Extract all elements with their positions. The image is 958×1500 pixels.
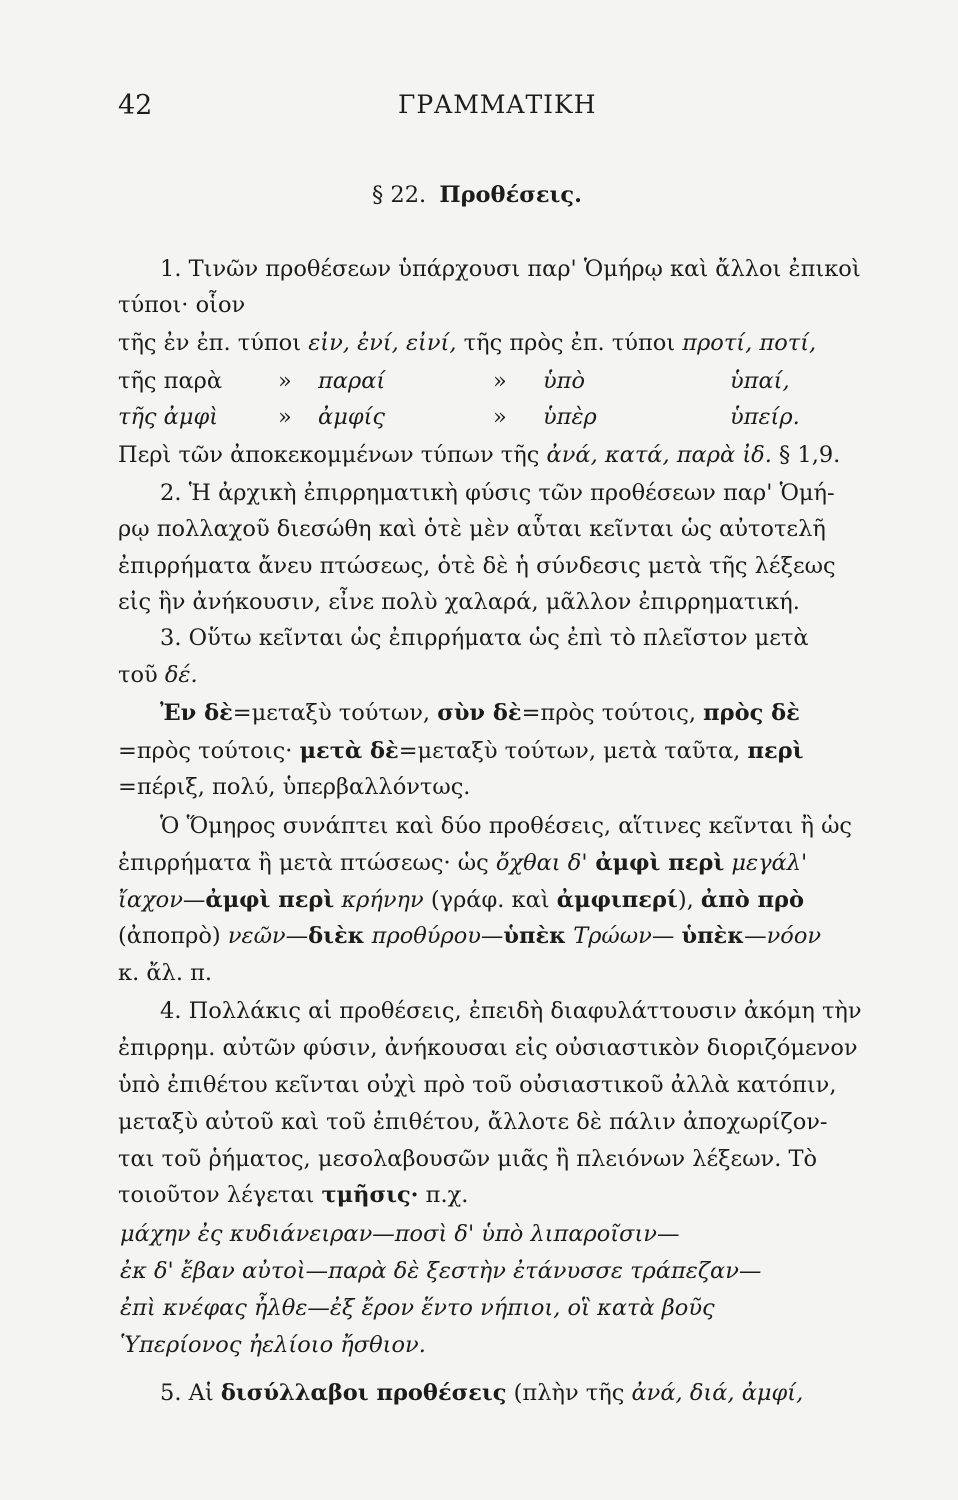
text-run: ὄχθαι δ' [495,850,588,876]
example-line-3: ἐπὶ κνέφας ἦλθε—ἐξ ἔρον ἕντο νήπιοι, οἳ κατὰ βοῦς [120,1295,715,1321]
p2-line-3: ἐπιρρήματα ἄνευ πτώσεως, ὁτὲ δὲ ἡ σύνδεσις μετὰ τῆς λέξεως [118,553,836,579]
text-run: ὑπὲκ [681,923,745,949]
section-number: § 22. [372,182,427,208]
text-run: =μεταξὺ τούτων, μετὰ ταῦτα, [398,738,748,764]
text-run: — [182,887,206,913]
p3-line-10: κ. ἄλ. π. [118,960,213,986]
page-header [118,90,878,130]
example-line-4: Ὑπερίονος ἠελίοιο ἤσθιον. [120,1332,426,1358]
text-run: — [480,923,504,949]
text-run: ἀμφιπερί [556,887,678,913]
text-run: νόον [766,923,822,949]
text-run: σὺν δὲ [437,700,522,726]
text-run: Τρώων [566,923,652,949]
text-run: (ἀποπρὸ) [118,923,228,949]
text-run: νεῶν [227,923,286,949]
text-run: — [285,923,309,949]
text-run: ἴαχον [118,887,183,913]
section-title: Προθέσεις. [439,182,582,208]
p3-line-9 [118,925,898,948]
example-line-1: μάχην ἐς κυδιάνειραν—ποσὶ δ' ὑπὸ λιπαροῖσιν— [120,1221,680,1247]
p4-line-3: ὑπὸ ἐπιθέτου κεῖνται οὐχὶ πρὸ τοῦ οὐσιαστικοῦ ἀλλὰ κατόπιν, [118,1072,837,1098]
forms-row-1: τῆς ἐν ἐπ. τύποι εἰν, ἐνί, εἰνί, τῆς πρὸς ἐπ. τύποι προτί, ποτί, [118,330,817,356]
text-run: μετὰ δὲ [299,738,399,764]
p3-line-6: Ὁ Ὅμηρος συνάπτει καὶ δύο προθέσεις, αἵτινες κεῖνται ἢ ὡς [160,813,853,839]
text-run: κρήνην [334,887,424,913]
text-run: Ἐν δὲ [160,700,233,726]
text-run: =πρὸς τούτοις· [118,738,300,764]
example-line-2: ἐκ δ' ἔβαν αὐτοὶ—παρὰ δὲ ξεστὴν ἐτάνυσσε τράπεζαν— [120,1258,762,1284]
p4-line-1: 4. Πολλάκις αἱ προθέσεις, ἐπειδὴ διαφυλάττουσιν ἀκόμη τὴν [160,998,862,1024]
p2-line-4: εἰς ἣν ἀνήκουσιν, εἶνε πολὺ χαλαρά, μᾶλλον ἐπιρρηματική. [118,589,800,615]
forms-row-3: τῆς ἀμφὶ » ἀμφίς » ὑπὲρ ὑπείρ. [118,404,800,430]
text-run: ἀπὸ πρὸ [700,887,804,913]
text-run: — [651,923,682,949]
p4-line-4: μεταξὺ αὐτοῦ καὶ τοῦ ἐπιθέτου, ἄλλοτε δὲ πάλιν ἀποχωρίζον- [118,1109,828,1135]
p5-line-1: 5. Αἱ δισύλλαβοι προθέσεις (πλὴν τῆς ἀνά, διά, ἀμφί, [160,1380,804,1406]
p1-line-2: τύποι· οἷον [118,292,246,318]
text-run: ὑπὲκ [503,923,567,949]
p3-line-3 [160,702,898,725]
section-heading [372,184,898,207]
text-run: ἐπιρρήματα ἢ μετὰ πτώσεως· ὡς [118,850,496,876]
p3-line-1: 3. Οὕτω κεῖνται ὡς ἐπιρρήματα ὡς ἐπὶ τὸ πλεῖστον μετὰ [160,625,809,651]
text-run: προθύρου [364,923,481,949]
p3-line-7 [118,852,898,875]
p1-line-6: Περὶ τῶν ἀποκεκομμένων τύπων τῆς ἀνά, κατά, παρὰ ἰδ. § 1,9. [118,442,841,468]
text-run: μεγάλ' [724,850,808,876]
p4-line-5: ται τοῦ ῥήματος, μεσολαβουσῶν μιᾶς ἢ πλειόνων λέξεων. Τὸ [118,1146,818,1172]
text-run: πρὸς δὲ [703,700,800,726]
running-title: ΓΡΑΜΜΑΤΙΚΗ [398,90,597,119]
p3-line-8 [118,889,898,912]
p4-line-6: τοιοῦτον λέγεται τμῆσις· π.χ. [118,1182,469,1208]
text-run: ), [677,887,701,913]
p3-line-4 [118,740,898,763]
p4-line-2: ἐπιρρημ. αὐτῶν φύσιν, ἀνήκουσαι εἰς οὐσιαστικὸν διοριζόμενον [118,1035,858,1061]
text-run: ἀμφὶ περὶ [205,887,335,913]
text-run: =πρὸς τούτοις, [521,700,704,726]
text-run: ἀμφὶ περὶ [587,850,725,876]
text-run: (γράφ. καὶ [423,887,557,913]
forms-row-2: τῆς παρὰ » παραί » ὑπὸ ὑπαί, [118,368,790,394]
text-run: — [744,923,767,949]
p1-line-1: 1. Τινῶν προθέσεων ὑπάρχουσι παρ' Ὁμήρῳ καὶ ἄλλοι ἐπικοὶ [160,256,861,282]
text-run: =μεταξὺ τούτων, [232,700,438,726]
p3-line-2: τοῦ δέ. [118,662,198,688]
p2-line-2: ρῳ πολλαχοῦ διεσώθη καὶ ὁτὲ μὲν αὗται κεῖνται ὡς αὐτοτελῆ [118,516,826,542]
p2-line-1: 2. Ἡ ἀρχικὴ ἐπιρρηματικὴ φύσις τῶν προθέσεων παρ' Ὁμή- [160,480,835,506]
text-run: διὲκ [308,923,365,949]
page-number: 42 [118,90,153,121]
text-run: περὶ [747,738,804,764]
p3-line-5: =πέριξ, πολύ, ὑπερβαλλόντως. [118,774,471,800]
